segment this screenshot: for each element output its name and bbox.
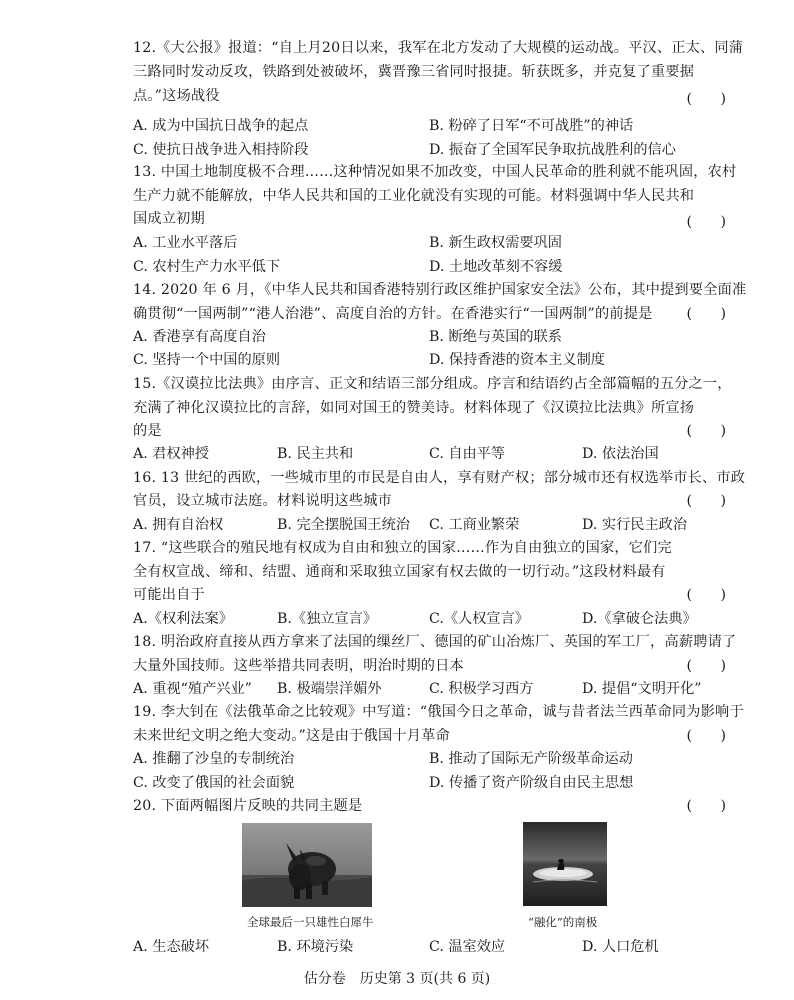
q13-option-c: C. 农村生产力水平低下 [133, 259, 281, 275]
q15-line-2: 充满了神化汉谟拉比的言辞，如同对国王的赞美诗。材料体现了《汉谟拉比法典》所宣扬 [133, 400, 695, 416]
q15-line-3: 的是 [133, 423, 162, 439]
q16-option-a: A. 拥有自治权 [133, 517, 224, 533]
q19-option-d: D. 传播了资产阶级自由民主思想 [429, 775, 634, 791]
q20-option-a: A. 生态破坏 [133, 939, 210, 955]
q12-line-3: 点。”这场战役 [133, 88, 220, 104]
q16-answer-bracket: ( ) [686, 493, 726, 509]
q15-option-b: B. 民主共和 [277, 446, 354, 462]
q18-option-b: B. 极端崇洋媚外 [277, 681, 382, 697]
q15-option-d: D. 依法治国 [582, 446, 659, 462]
q13-option-b: B. 新生政权需要巩固 [429, 235, 562, 251]
melting-antarctic-photo [523, 822, 607, 906]
q14-option-c: C. 坚持一个中国的原则 [133, 352, 281, 368]
q17-line-2: 全有权宣战、缔和、结盟、通商和采取独立国家有权去做的一切行动。”这段材料最有 [133, 564, 666, 580]
q20-answer-bracket: ( ) [686, 798, 726, 814]
q19-option-a: A. 推翻了沙皇的专制统治 [133, 751, 295, 767]
q20-option-d: D. 人口危机 [582, 939, 659, 955]
q12-line-2: 三路同时发动反攻，铁路到处被破坏，冀晋豫三省同时报捷。斩获既多，并克复了重要据 [133, 64, 695, 80]
q20-line-1: 20. 下面两幅图片反映的共同主题是 [133, 798, 363, 814]
rhino-caption: 全球最后一只雄性白犀牛 [247, 915, 374, 929]
q15-option-c: C. 自由平等 [429, 446, 506, 462]
q12-option-b: B. 粉碎了日军“不可战胜”的神话 [429, 118, 634, 134]
q18-line-1: 18. 明治政府直接从西方拿来了法国的缫丝厂、德国的矿山冶炼厂、英国的军工厂，高薪聘请了 [133, 634, 737, 650]
q17-option-d: D.《拿破仑法典》 [582, 611, 697, 627]
q12-option-d: D. 振奋了全国军民争取抗战胜利的信心 [429, 142, 676, 158]
q14-line-2: 确贯彻“一国两制”“港人治港”、高度自治的方针。在香港实行“一国两制”的前提是 [133, 306, 653, 322]
q19-line-2: 未来世纪文明之绝大变动。”这是由于俄国十月革命 [133, 728, 450, 744]
q14-answer-bracket: ( ) [686, 306, 726, 322]
q17-option-c: C.《人权宣言》 [429, 611, 529, 627]
q13-line-3: 国成立初期 [133, 211, 205, 227]
q12-line-1: 12.《大公报》报道：“自上月20日以来，我军在北方发动了大规模的运动战。平汉、正太、同蒲 [133, 40, 744, 56]
q18-option-c: C. 积极学习西方 [429, 681, 534, 697]
q13-option-d: D. 土地改革刻不容缓 [429, 259, 563, 275]
q18-answer-bracket: ( ) [686, 658, 726, 674]
q15-line-1: 15.《汉谟拉比法典》由序言、正文和结语三部分组成。序言和结语约占全部篇幅的五分之一， [133, 376, 732, 392]
q16-option-b: B. 完全摆脱国王统治 [277, 517, 410, 533]
q17-option-a: A.《权利法案》 [133, 611, 233, 627]
q16-option-d: D. 实行民主政治 [582, 517, 688, 533]
q14-line-1: 14. 2020 年 6 月，《中华人民共和国香港特别行政区维护国家安全法》公布，其中提到要全面准 [133, 282, 747, 298]
q14-option-a: A. 香港享有高度自治 [133, 329, 266, 345]
q16-option-c: C. 工商业繁荣 [429, 517, 520, 533]
q12-answer-bracket: ( ) [686, 91, 726, 107]
q17-line-3: 可能出自于 [133, 587, 205, 603]
q19-option-b: B. 推动了国际无产阶级革命运动 [429, 751, 633, 767]
white-rhino-photo [242, 823, 372, 907]
q18-option-d: D. 提倡“文明开化” [582, 681, 702, 697]
q12-option-a: A. 成为中国抗日战争的起点 [133, 118, 309, 134]
q13-option-a: A. 工业水平落后 [133, 235, 238, 251]
q14-option-d: D. 保持香港的资本主义制度 [429, 352, 605, 368]
q15-option-a: A. 君权神授 [133, 446, 210, 462]
q13-line-2: 生产力就不能解放，中华人民共和国的工业化就没有实现的可能。材料强调中华人民共和 [133, 188, 695, 204]
q15-answer-bracket: ( ) [686, 423, 726, 439]
q12-option-c: C. 使抗日战争进入相持阶段 [133, 142, 309, 158]
q14-option-b: B. 断绝与英国的联系 [429, 329, 562, 345]
q13-answer-bracket: ( ) [686, 214, 726, 230]
page-footer: 估分卷 历史第 3 页(共 6 页) [303, 971, 491, 987]
q19-line-1: 19. 李大钊在《法俄革命之比较观》中写道：“俄国今日之革命，诚与昔者法兰西革命同为影响于 [133, 704, 744, 720]
q20-option-b: B. 环境污染 [277, 939, 354, 955]
q19-option-c: C. 改变了俄国的社会面貌 [133, 775, 295, 791]
q19-answer-bracket: ( ) [686, 728, 726, 744]
q16-line-1: 16. 13 世纪的西欧，一些城市里的市民是自由人，享有财产权；部分城市还有权选举市长、市政 [133, 470, 746, 486]
q20-option-c: C. 温室效应 [429, 939, 506, 955]
antarctic-caption: “融化”的南极 [528, 915, 598, 929]
q18-option-a: A. 重视“殖产兴业” [133, 681, 252, 697]
q13-line-1: 13. 中国土地制度极不合理……这种情况如果不加改变，中国人民革命的胜利就不能巩固，农村 [133, 164, 737, 180]
q16-line-2: 官员，设立城市法庭。材料说明这些城市 [133, 493, 392, 509]
q17-option-b: B.《独立宣言》 [277, 611, 378, 627]
q17-answer-bracket: ( ) [686, 587, 726, 603]
q18-line-2: 大量外国技师。这些举措共同表明，明治时期的日本 [133, 658, 464, 674]
q17-line-1: 17. “这些联合的殖民地有权成为自由和独立的国家……作为自由独立的国家，它们完 [133, 540, 672, 556]
